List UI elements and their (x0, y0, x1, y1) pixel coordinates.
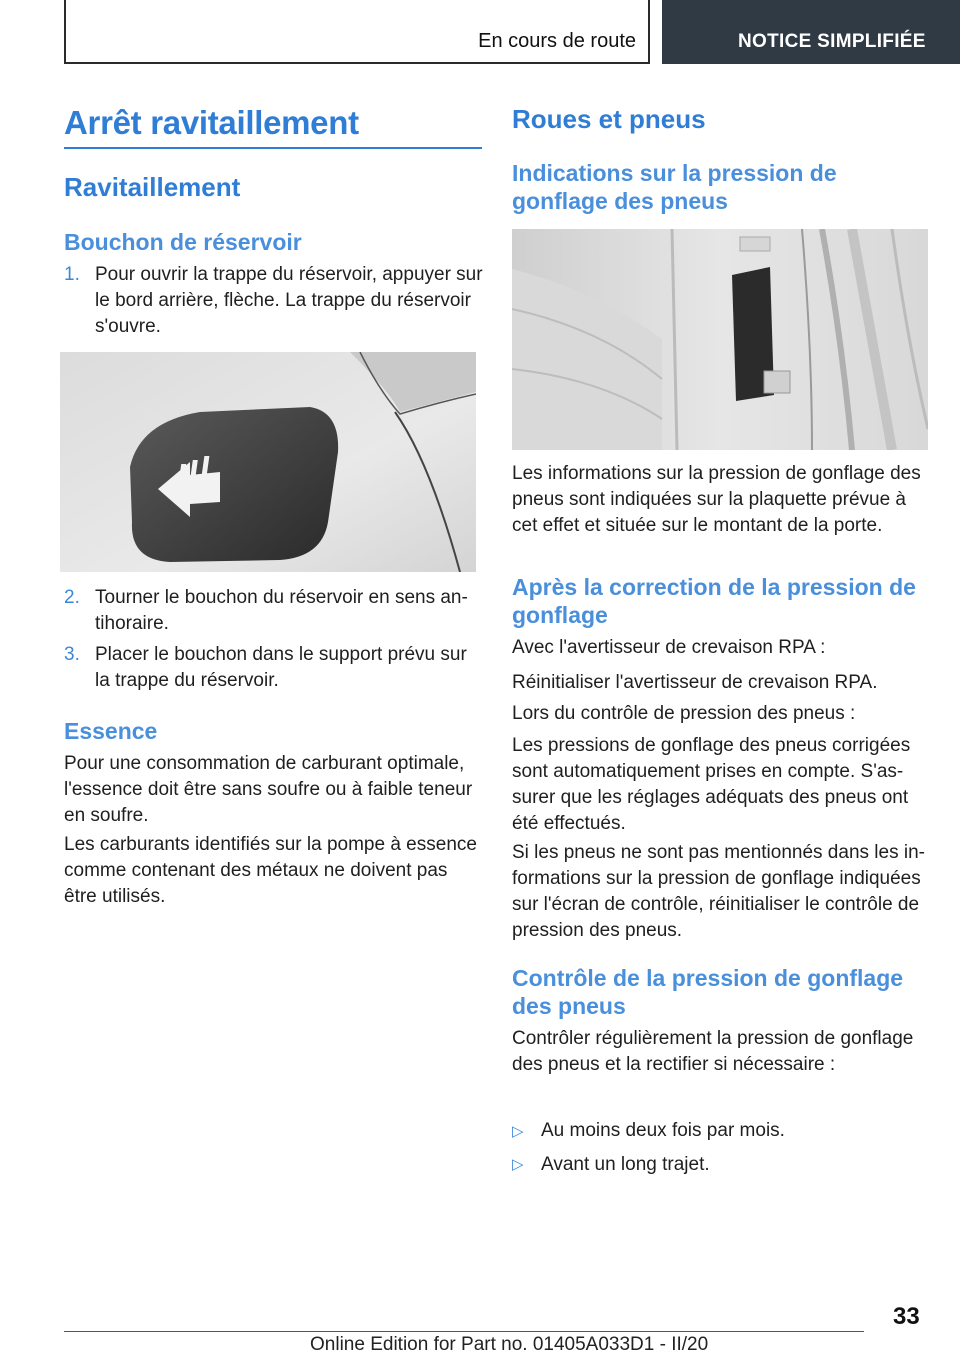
bullet-item: Au moins deux fois par mois. (541, 1120, 785, 1141)
subheading-essence: Essence (64, 718, 158, 744)
bullet-triangle-icon: ▷ (512, 1123, 524, 1140)
section-heading-ravitaillement: Ravitaillement (64, 172, 241, 202)
guide-title: NOTICE SIMPLIFIÉE (738, 31, 926, 52)
apres-line-3: Lors du contrôle de pression des pneus : (512, 703, 856, 724)
page-title: Arrêt ravitaillement (64, 104, 359, 141)
section-heading-roues: Roues et pneus (512, 104, 706, 134)
bullet-triangle-icon: ▷ (512, 1156, 524, 1173)
apres-line-1: Avec l'avertisseur de crevaison RPA : (512, 637, 826, 658)
guide-title-banner (662, 0, 960, 64)
step-text: Pour ouvrir la trappe du réservoir, appuyer sur le bord arrière, flèche. La trappe du réservoir s'ouvre. (95, 264, 483, 337)
title-rule (64, 147, 482, 149)
indications-paragraph: Les informations sur la pression de gonflage des pneus sont indiquées sur la plaquette prévue à cet effet et située sur le montant de la porte. (512, 463, 921, 536)
essence-paragraph-2: Les carburants identifiés sur la pompe à essence comme contenant des métaux ne doivent pas être utilisés. (64, 834, 477, 907)
step-text: Tourner le bouchon du réservoir en sens an‐ tihoraire. (95, 587, 468, 634)
section-tab[interactable]: En cours de route (478, 30, 636, 52)
controle-paragraph: Contrôler régulièrement la pression de gonflage des pneus et la rectifier si nécessaire : (512, 1028, 914, 1075)
subheading-bouchon: Bouchon de réservoir (64, 229, 302, 255)
apres-paragraph-4: Les pressions de gonflage des pneus corrigées sont automatiquement prises en compte. S'as‐ surer que les réglages adéquats des pneus ont été effectués. (512, 735, 911, 834)
step-number: 1. (64, 264, 80, 285)
step-text: Placer le bouchon dans le support prévu sur la trappe du réservoir. (95, 644, 467, 691)
footer-rule (64, 1331, 864, 1332)
page-number: 33 (893, 1303, 920, 1330)
step-number: 2. (64, 587, 80, 608)
bullet-item: Avant un long trajet. (541, 1154, 710, 1175)
step-number: 3. (64, 644, 80, 665)
subheading-controle: Contrôle de la pression de gonflage des pneus (512, 965, 904, 1019)
apres-line-2: Réinitialiser l'avertisseur de crevaison RPA. (512, 672, 878, 693)
essence-paragraph-1: Pour une consommation de carburant optimale, l'essence doit être sans soufre ou à faible teneur en soufre. (64, 753, 473, 826)
apres-paragraph-5: Si les pneus ne sont pas mentionnés dans les in‐ formations sur la pression de gonflage indiquées sur l'écran de contrôle, réinitialiser le contrôle de pression des pneus. (512, 842, 925, 941)
edition-footer: Online Edition for Part no. 01405A033D1 - II/20 (310, 1334, 709, 1355)
fuel-flap-illustration (60, 352, 476, 572)
door-pillar-illustration (512, 229, 928, 450)
subheading-indications: Indications sur la pression de gonflage des pneus (512, 160, 837, 214)
subheading-apres-correction: Après la correction de la pression de gonflage (512, 574, 916, 628)
